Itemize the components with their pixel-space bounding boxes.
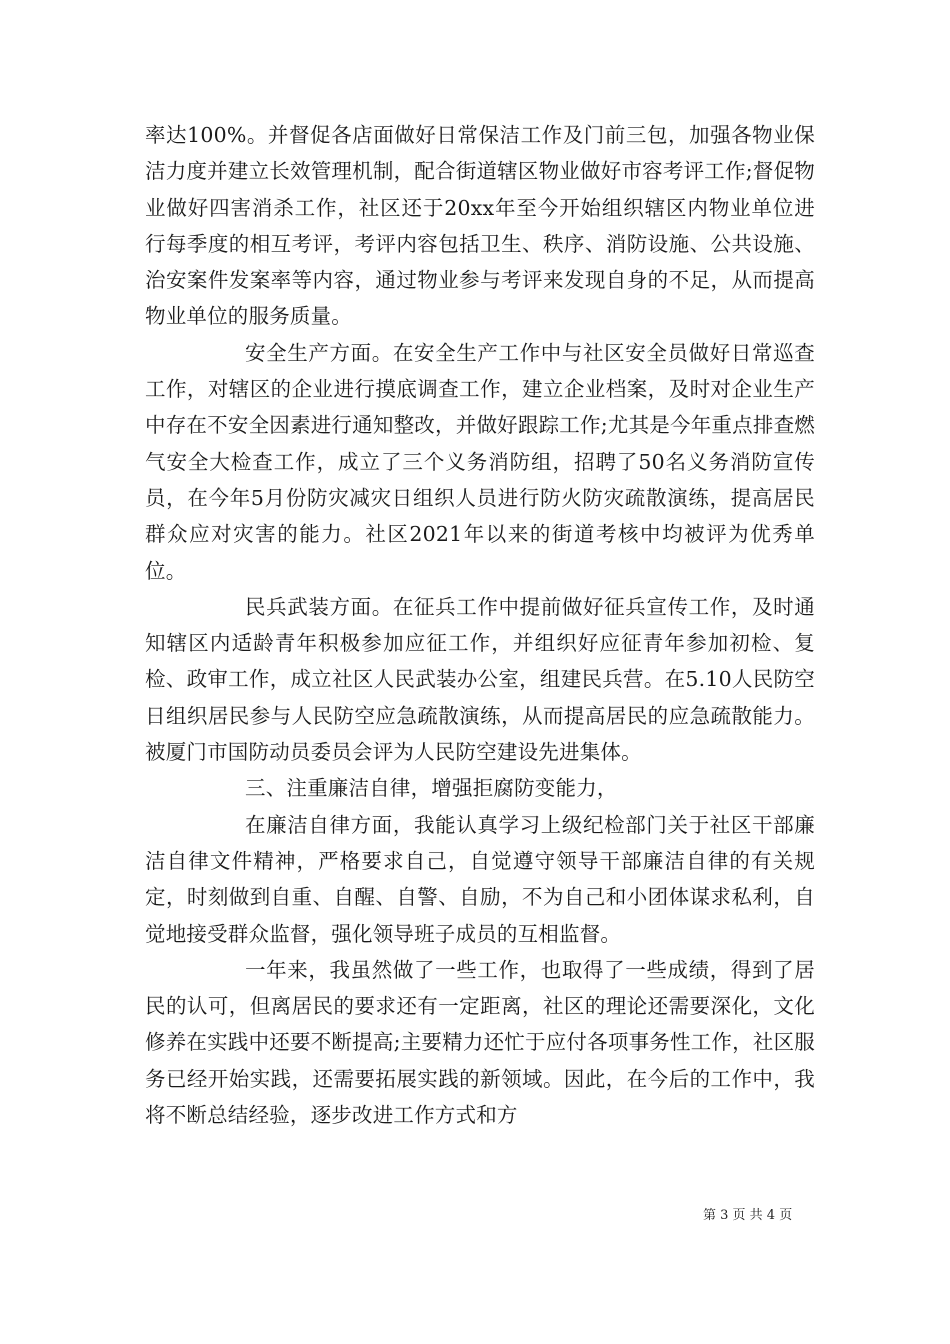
- document-body: [145, 117, 815, 1133]
- paragraph-property-cleaning: 率达100%。并督促各店面做好日常保洁工作及门前三包，加强各物业保洁力度并建立长效管理机制，配合街道辖区物业做好市容考评工作;督促物业做好四害消杀工作，社区还于20xx年至今开始组织辖区内物业单位进行每季度的相互考评，考评内容包括卫生、秩序、消防设施、公共设施、治安案件发案率等内容，通过物业参与考评来发现自身的不足，从而提高物业单位的服务质量。: [145, 123, 815, 329]
- paragraph-safety-production: 安全生产方面。在安全生产工作中与社区安全员做好日常巡查工作，对辖区的企业进行摸底调查工作，建立企业档案，及时对企业生产中存在不安全因素进行通知整改，并做好跟踪工作;尤其是今年重点排查燃气安全大检查工作，成立了三个义务消防组，招聘了50名义务消防宣传员，在今年5月份防灾减灾日组织人员进行防火防灾疏散演练，提高居民群众应对灾害的能力。社区2021年以来的街道考核中均被评为优秀单位。: [145, 340, 815, 583]
- paragraph-year-summary: 一年来，我虽然做了一些工作，也取得了一些成绩，得到了居民的认可，但离居民的要求还有一定距离，社区的理论还需要深化，文化修养在实践中还要不断提高;主要精力还忙于应付各项事务性工作，社区服务已经开始实践，还需要拓展实践的新领域。因此，在今后的工作中，我将不断总结经验，逐步改进工作方式和方: [145, 957, 815, 1128]
- paragraph-militia-armed-forces: 民兵武装方面。在征兵工作中提前做好征兵宣传工作，及时通知辖区内适龄青年积极参加应征工作，并组织好应征青年参加初检、复检、政审工作，成立社区人民武装办公室，组建民兵营。在5.10人民防空日组织居民参与人民防空应急疏散演练，从而提高居民的应急疏散能力。被厦门市国防动员委员会评为人民防空建设先进集体。: [145, 594, 815, 765]
- section-heading-integrity: 三、注重廉洁自律，增强拒腐防变能力，: [245, 776, 618, 801]
- page-number-footer: 第 3 页 共 4 页: [703, 1208, 793, 1223]
- paragraph-integrity-self-discipline: 在廉洁自律方面，我能认真学习上级纪检部门关于社区干部廉洁自律文件精神，严格要求自己，自觉遵守领导干部廉洁自律的有关规定，时刻做到自重、自醒、自警、自励，不为自己和小团体谋求私利，自觉地接受群众监督，强化领导班子成员的互相监督。: [145, 812, 815, 946]
